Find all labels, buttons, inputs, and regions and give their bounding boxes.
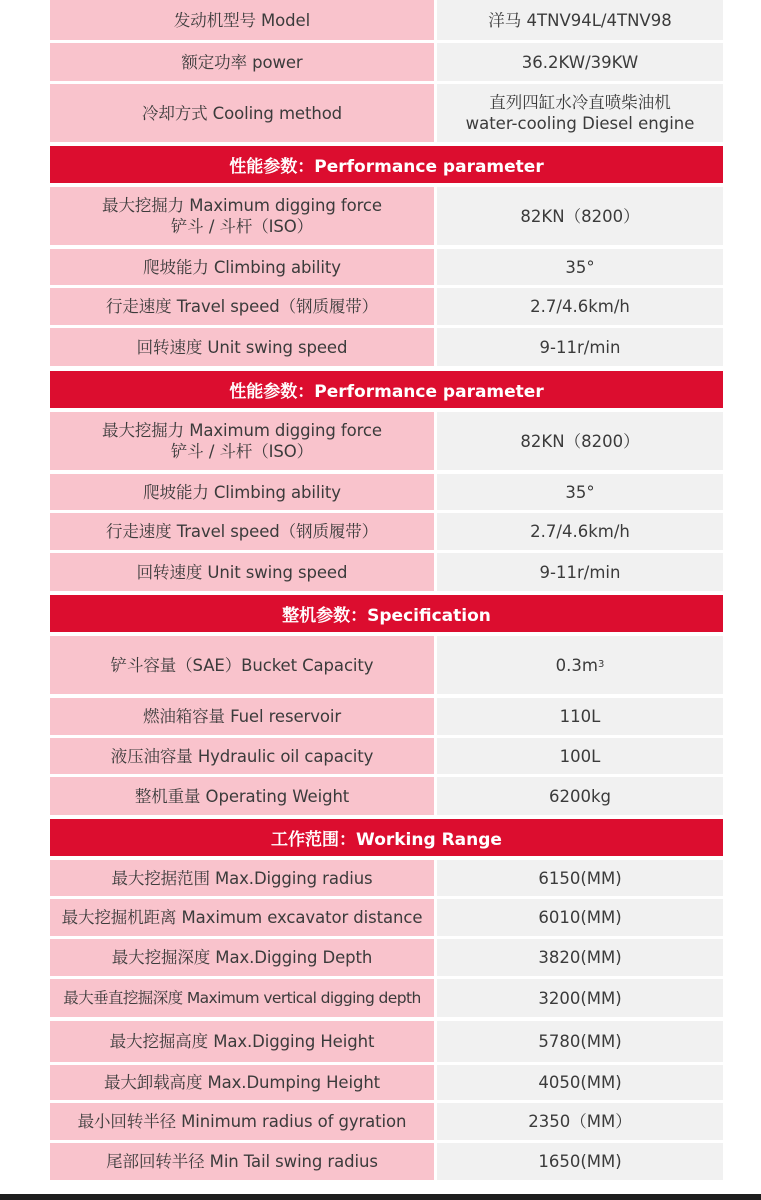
spec-label: 最大卸载高度 Max.Dumping Height (50, 1065, 434, 1100)
spec-label: 燃油箱容量 Fuel reservoir (50, 698, 434, 735)
spec-label (50, 187, 434, 245)
spec-label: 尾部回转半径 Min Tail swing radius (50, 1143, 434, 1180)
spec-row-fuel-reservoir (50, 698, 723, 735)
spec-value: 0.3m 3 (437, 636, 723, 694)
spec-row-digging-depth (50, 939, 723, 976)
spec-row-excavator-distance (50, 899, 723, 936)
spec-label: 最大挖掘深度 Max.Digging Depth (50, 939, 434, 976)
spec-label: 爬坡能力 Climbing ability (50, 474, 434, 510)
spec-label: 整机重量 Operating Weight (50, 777, 434, 815)
spec-row-vertical-digging-depth (50, 979, 723, 1017)
spec-row-swing-speed (50, 553, 723, 591)
spec-label: 最大挖掘高度 Max.Digging Height (50, 1021, 434, 1062)
spec-value: 110L (437, 698, 723, 735)
spec-value: 100L (437, 738, 723, 774)
section-header-performance-1: 性能参数：Performance parameter (50, 146, 723, 183)
spec-row-model (50, 0, 723, 40)
spec-label: 回转速度 Unit swing speed (50, 553, 434, 591)
spec-label: 最小回转半径 Minimum radius of gyration (50, 1103, 434, 1140)
spec-value: 3820(MM) (437, 939, 723, 976)
spec-label-line: 铲斗 / 斗杆（ISO） (170, 217, 314, 236)
spec-row-cooling (50, 84, 723, 142)
spec-label-line: 最大挖掘力 Maximum digging force (102, 196, 382, 215)
spec-label-line: 最大挖掘力 Maximum digging force (102, 421, 382, 440)
bottom-divider (0, 1194, 761, 1200)
spec-row-digging-force (50, 412, 723, 470)
spec-label-line: 铲斗 / 斗杆（ISO） (170, 442, 314, 461)
spec-value: 洋马 4TNV94L/4TNV98 (437, 0, 723, 40)
spec-row-digging-radius (50, 860, 723, 896)
spec-value: 2350（MM） (437, 1103, 723, 1140)
spec-row-tail-swing-radius (50, 1143, 723, 1180)
spec-row-bucket-capacity (50, 636, 723, 694)
spec-row-digging-force (50, 187, 723, 245)
spec-label: 行走速度 Travel speed（钢质履带） (50, 513, 434, 550)
spec-value: 6200kg (437, 777, 723, 815)
spec-label: 液压油容量 Hydraulic oil capacity (50, 738, 434, 774)
spec-value: 3200(MM) (437, 979, 723, 1017)
section-header-performance-2: 性能参数：Performance parameter (50, 371, 723, 408)
spec-value: 2.7/4.6km/h (437, 513, 723, 550)
spec-label: 发动机型号 Model (50, 0, 434, 40)
spec-value: 35° (437, 474, 723, 510)
spec-value-line: water-cooling Diesel engine (465, 114, 695, 133)
spec-label: 额定功率 power (50, 43, 434, 81)
spec-label: 铲斗容量（SAE）Bucket Capacity (50, 636, 434, 694)
spec-label: 最大挖掘机距离 Maximum excavator distance (50, 899, 434, 936)
spec-label (50, 412, 434, 470)
spec-value: 82KN（8200） (437, 412, 723, 470)
spec-value (437, 84, 723, 142)
spec-value: 9-11r/min (437, 328, 723, 366)
spec-label: 最大挖据范围 Max.Digging radius (50, 860, 434, 896)
spec-row-dumping-height (50, 1065, 723, 1100)
spec-value: 2.7/4.6km/h (437, 288, 723, 325)
spec-value: 6150(MM) (437, 860, 723, 896)
spec-row-gyration-radius (50, 1103, 723, 1140)
spec-value: 4050(MM) (437, 1065, 723, 1100)
spec-value-line: 直列四缸水冷直喷柴油机 (489, 93, 671, 112)
section-header-working-range: 工作范围：Working Range (50, 819, 723, 856)
spec-label: 回转速度 Unit swing speed (50, 328, 434, 366)
section-header-specification: 整机参数：Specification (50, 595, 723, 632)
spec-label: 爬坡能力 Climbing ability (50, 249, 434, 285)
spec-value: 36.2KW/39KW (437, 43, 723, 81)
spec-label: 行走速度 Travel speed（钢质履带） (50, 288, 434, 325)
spec-row-power (50, 43, 723, 81)
spec-value: 35° (437, 249, 723, 285)
spec-value: 6010(MM) (437, 899, 723, 936)
spec-row-climbing (50, 474, 723, 510)
spec-value: 5780(MM) (437, 1021, 723, 1062)
spec-value-text: 0.3m (555, 655, 598, 675)
spec-row-operating-weight (50, 777, 723, 815)
spec-value: 9-11r/min (437, 553, 723, 591)
spec-row-swing-speed (50, 328, 723, 366)
spec-label: 冷却方式 Cooling method (50, 84, 434, 142)
spec-label: 最大垂直挖掘深度 Maximum vertical digging depth (50, 979, 434, 1017)
spec-row-travel-speed (50, 513, 723, 550)
spec-row-travel-speed (50, 288, 723, 325)
spec-row-climbing (50, 249, 723, 285)
spec-value: 1650(MM) (437, 1143, 723, 1180)
spec-row-hydraulic-oil (50, 738, 723, 774)
spec-value: 82KN（8200） (437, 187, 723, 245)
spec-row-digging-height (50, 1021, 723, 1062)
